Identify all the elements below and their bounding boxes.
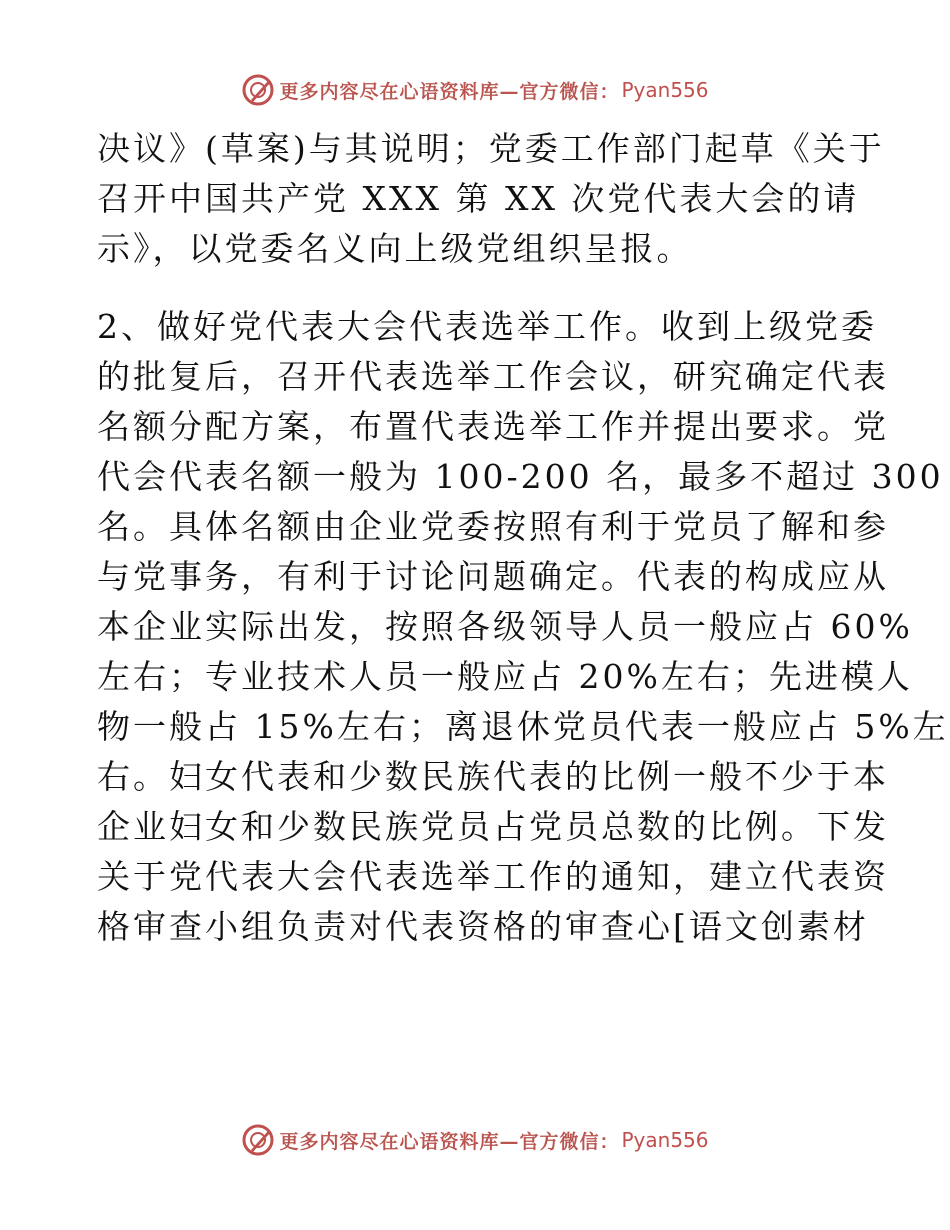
paragraph-line: 代会代表名额一般为 100-200 名，最多不超过 300	[97, 457, 944, 496]
paragraph-line: 决议》(草案)与其说明；党委工作部门起草《关于	[97, 129, 885, 168]
header-wechat-id: Pyan556	[621, 78, 709, 102]
logo-icon	[241, 1123, 275, 1157]
paragraph-line: 示》，以党委名义向上级党组织呈报。	[97, 229, 693, 268]
logo-icon	[241, 73, 275, 107]
footer-watermark	[0, 1120, 950, 1160]
header-watermark	[0, 70, 950, 110]
paragraph-line: 企业妇女和少数民族党员占党员总数的比例。下发	[97, 807, 889, 846]
footer-text: 更多内容尽在心语资料库—官方微信：	[279, 1130, 620, 1153]
paragraph-line: 关于党代表大会代表选举工作的通知，建立代表资	[97, 857, 889, 896]
header-text: 更多内容尽在心语资料库—官方微信：	[279, 80, 620, 103]
footer-wechat-id: Pyan556	[621, 1128, 709, 1152]
paragraph-line: 物一般占 15%左右；离退休党员代表一般应占 5%左	[97, 707, 949, 746]
paragraph-line: 右。妇女代表和少数民族代表的比例一般不少于本	[97, 757, 889, 796]
paragraph-line: 的批复后，召开代表选举工作会议，研究确定代表	[97, 357, 889, 396]
paragraph-line: 2、做好党代表大会代表选举工作。收到上级党委	[97, 307, 877, 346]
paragraph-line: 本企业实际出发，按照各级领导人员一般应占 60%	[97, 607, 913, 646]
document-body	[97, 124, 949, 952]
paragraph-line: 召开中国共产党 XXX 第 XX 次党代表大会的请	[97, 179, 860, 218]
paragraph-line: 与党事务，有利于讨论问题确定。代表的构成应从	[97, 557, 889, 596]
paragraph-line: 名额分配方案，布置代表选举工作并提出要求。党	[97, 407, 889, 446]
paragraph-line: 格审查小组负责对代表资格的审查心[语文创素材	[97, 907, 869, 946]
paragraph-line: 左右；专业技术人员一般应占 20%左右；先进模人	[97, 657, 913, 696]
paragraph-line: 名。具体名额由企业党委按照有利于党员了解和参	[97, 507, 889, 546]
